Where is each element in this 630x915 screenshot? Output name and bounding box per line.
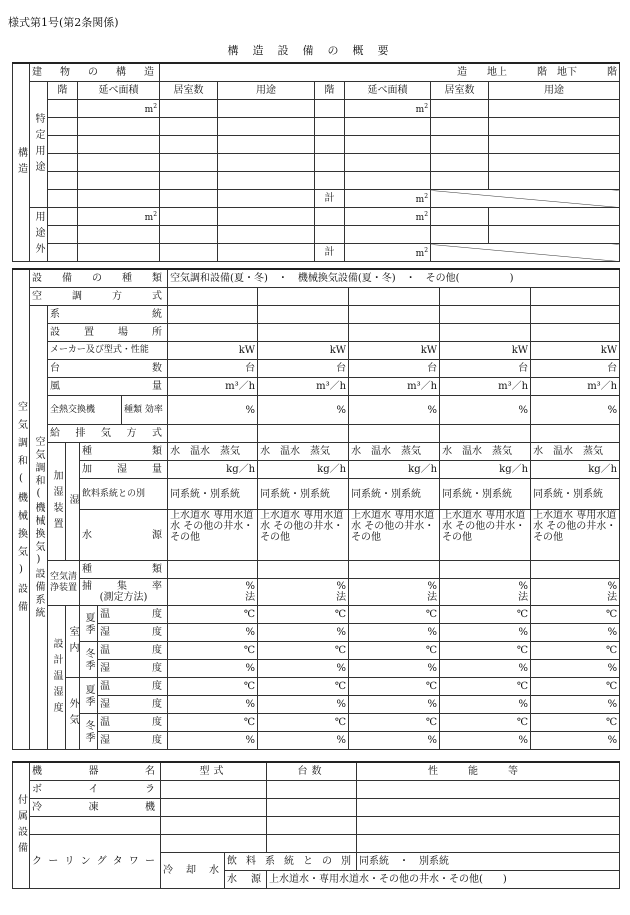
flow-label: 風量: [48, 378, 168, 396]
flow-unit: m³／h: [349, 378, 440, 396]
kw-unit: kW: [440, 342, 531, 360]
count-unit: 台: [258, 360, 349, 378]
humid-kind-value: 水 温水 蒸気: [258, 443, 349, 461]
humid-unit: %: [440, 696, 531, 714]
col-use: 用途: [218, 82, 315, 100]
humid-label: 湿度: [98, 696, 168, 714]
purifier-eff-cell: [80, 579, 168, 606]
humid-water-value: 上水道水 専用水道水 その他の井水・ その他: [440, 510, 531, 561]
temp-label: 温度: [98, 714, 168, 732]
humid-water-label: 水源: [80, 510, 168, 561]
count-label: 台数: [48, 360, 168, 378]
purifier-label: 空気清浄装置: [48, 561, 80, 606]
humid-drink-value: 同系統・別系統: [168, 479, 258, 510]
pct-method-cell: [168, 579, 258, 606]
pct-method-cell: [531, 579, 620, 606]
area-unit: m: [415, 213, 425, 223]
humid-drink-value: 同系統・別系統: [440, 479, 531, 510]
humid-unit: %: [531, 660, 620, 678]
temp-unit: ℃: [168, 606, 258, 624]
page-title: 構造設備の概要: [227, 44, 403, 57]
humid-unit: %: [349, 696, 440, 714]
pct-unit: %: [440, 396, 531, 425]
humid-unit: %: [349, 624, 440, 642]
pct-method-cell: [440, 579, 531, 606]
humid-unit: %: [531, 732, 620, 750]
temp-unit: ℃: [349, 642, 440, 660]
humid-drink-value: 同系統・別系統: [258, 479, 349, 510]
humid-water-value: 上水道水 専用水道水 その他の井水・ その他: [349, 510, 440, 561]
maker-label: メーカー及び型式・性能: [48, 342, 168, 360]
humidifier-sub-label: 湿: [66, 443, 80, 561]
pct-unit: %: [531, 396, 620, 425]
humid-unit: %: [168, 660, 258, 678]
hex-type-eff-label: [122, 396, 168, 425]
aux-col-performance: 性能等: [357, 762, 620, 781]
flow-unit: m³／h: [168, 378, 258, 396]
winter-label: 冬季: [80, 642, 98, 678]
equipment-type-value: 空気調和設備(夏・冬) ・ 機械換気設備(夏・冬) ・ その他( ): [168, 269, 620, 288]
system-label: 系統: [48, 306, 168, 324]
pct-unit: %: [168, 396, 258, 425]
pct-unit: %: [336, 581, 347, 592]
kgh-unit: kg／h: [440, 461, 531, 479]
humid-drink-value: 同系統・別系統: [531, 479, 620, 510]
humid-unit: %: [349, 732, 440, 750]
temp-unit: ℃: [349, 678, 440, 696]
count-unit: 台: [349, 360, 440, 378]
count-unit: 台: [440, 360, 531, 378]
humid-unit: %: [440, 732, 531, 750]
ac-method-label: 空調方式: [30, 288, 168, 306]
design-temp-humid-label: 設計温湿度: [48, 606, 66, 750]
humid-kind-value: 水 温水 蒸気: [440, 443, 531, 461]
winter-label: 冬季: [80, 714, 98, 750]
humid-unit: %: [349, 660, 440, 678]
structure-row: $m^2$ $m^2$: [13, 100, 620, 118]
kw-unit: kW: [258, 342, 349, 360]
cooling-water-label: 冷却水: [161, 853, 225, 889]
humid-label: 湿度: [98, 660, 168, 678]
area-unit: m: [144, 213, 154, 223]
temp-unit: ℃: [531, 606, 620, 624]
temp-unit: ℃: [168, 642, 258, 660]
purifier-kind-label: 種類: [80, 561, 168, 579]
method-unit: 法: [245, 592, 256, 603]
equipment-type-label: 設備の種類: [30, 269, 168, 288]
pct-method-cell: [258, 579, 349, 606]
specific-use-label: 特定用途: [30, 82, 48, 208]
hex-eff-label: 効率: [144, 404, 163, 415]
humid-unit: %: [531, 624, 620, 642]
col-floor: 階: [48, 82, 78, 100]
air-table: [12, 268, 620, 750]
humidifier-label: 加湿装置: [48, 443, 66, 561]
aux-section-label: 付属設備: [13, 762, 30, 889]
temp-unit: ℃: [258, 642, 349, 660]
temp-unit: ℃: [531, 642, 620, 660]
temp-unit: ℃: [349, 606, 440, 624]
method-unit: 法: [607, 592, 618, 603]
humid-water-value: 上水道水 専用水道水 その他の井水・ その他: [258, 510, 349, 561]
col-area: 延べ面積: [78, 82, 160, 100]
temp-label: 温度: [98, 606, 168, 624]
humid-unit: %: [440, 624, 531, 642]
pct-unit: %: [427, 581, 438, 592]
area-unit: m: [415, 195, 425, 205]
pct-unit: %: [245, 581, 256, 592]
flow-unit: m³／h: [531, 378, 620, 396]
col-area-2: 延べ面積: [345, 82, 431, 100]
col-use-2: 用途: [489, 82, 620, 100]
total-label-2: 計: [315, 244, 345, 262]
aux-col-count: 台数: [267, 762, 357, 781]
humid-unit: %: [258, 696, 349, 714]
humid-label: 湿度: [98, 624, 168, 642]
temp-unit: ℃: [531, 678, 620, 696]
kw-unit: kW: [168, 342, 258, 360]
col-floor-2: 階: [315, 82, 345, 100]
kgh-unit: kg／h: [531, 461, 620, 479]
summer-label: 夏季: [80, 678, 98, 714]
refrigerator-label: 冷凍機: [30, 799, 161, 817]
humid-kind-value: 水 温水 蒸気: [531, 443, 620, 461]
humid-unit: %: [258, 660, 349, 678]
summer-label: 夏季: [80, 606, 98, 642]
temp-unit: ℃: [258, 714, 349, 732]
air-section-label: 空気調和(機械換気)設備: [13, 269, 30, 750]
building-structure-label: 建物の構造: [30, 63, 160, 82]
area-unit: m: [415, 105, 425, 115]
location-label: 設置場所: [48, 324, 168, 342]
kgh-unit: kg／h: [168, 461, 258, 479]
flow-unit: m³／h: [258, 378, 349, 396]
area-unit: m: [415, 249, 425, 259]
humid-unit: %: [168, 732, 258, 750]
temp-unit: ℃: [440, 642, 531, 660]
boiler-label: ボイラ: [30, 781, 161, 799]
humid-kind-value: 水 温水 蒸気: [168, 443, 258, 461]
cw-water-label: 水源: [225, 871, 267, 889]
purifier-eff-method: (測定方法): [99, 592, 148, 603]
temp-unit: ℃: [258, 606, 349, 624]
kgh-unit: kg／h: [258, 461, 349, 479]
cw-drink-value: 同系統 ・ 別系統: [357, 853, 620, 871]
aux-table: [12, 761, 620, 889]
temp-unit: ℃: [168, 714, 258, 732]
cw-water-value: 上水道水・専用水道水・その他の井水・その他( ): [267, 871, 620, 889]
other-use-label: 用途外: [30, 208, 48, 262]
humid-drink-value: 同系統・別系統: [349, 479, 440, 510]
col-rooms-2: 居室数: [431, 82, 489, 100]
temp-unit: ℃: [349, 714, 440, 732]
humid-amount-label: 加湿量: [80, 461, 168, 479]
form-number: 様式第1号(第2条関係): [8, 16, 119, 29]
humid-unit: %: [258, 624, 349, 642]
humid-kind-label: 種類: [80, 443, 168, 461]
ac-system-label: 空気調和(機械換気)設備系統: [30, 306, 48, 750]
humid-unit: %: [440, 660, 531, 678]
indoor-label: 室内: [66, 606, 80, 678]
humid-water-value: 上水道水 専用水道水 その他の井水・ その他: [168, 510, 258, 561]
kw-unit: kW: [349, 342, 440, 360]
humid-unit: %: [168, 696, 258, 714]
temp-unit: ℃: [440, 606, 531, 624]
humid-unit: %: [531, 696, 620, 714]
aux-col-model: 型式: [161, 762, 267, 781]
total-label: 計: [315, 190, 345, 208]
temp-unit: ℃: [258, 678, 349, 696]
kgh-unit: kg／h: [349, 461, 440, 479]
structure-table: 構造 建物の構造 造 地上 階 地下 階 特定用途 階 延べ面積 居室数 用途 階 延べ面積 居室数 用途 $m^2$ $m^2$ 計 $m^2$ 用途外 $m^2$ $m^2$ 計 $m^2$: [12, 62, 620, 262]
pct-unit: %: [258, 396, 349, 425]
pct-unit: %: [518, 581, 529, 592]
method-unit: 法: [336, 592, 347, 603]
temp-unit: ℃: [440, 714, 531, 732]
flow-unit: m³／h: [440, 378, 531, 396]
temp-unit: ℃: [531, 714, 620, 732]
count-unit: 台: [531, 360, 620, 378]
heat-exchanger-label: 全熱交換機: [48, 396, 122, 425]
purifier-eff-label: 捕集率: [82, 581, 166, 592]
supply-method-label: 給排気方式: [48, 425, 168, 443]
count-unit: 台: [168, 360, 258, 378]
cw-drink-label: 飲料系統との別: [225, 853, 357, 871]
aux-col-name: 機器名: [30, 762, 161, 781]
humid-drink-label: 飲料系統との別: [80, 479, 168, 510]
pct-unit: %: [349, 396, 440, 425]
kw-unit: kW: [531, 342, 620, 360]
temp-unit: ℃: [440, 678, 531, 696]
temp-label: 温度: [98, 678, 168, 696]
humid-water-value: 上水道水 専用水道水 その他の井水・ その他: [531, 510, 620, 561]
temp-label: 温度: [98, 642, 168, 660]
method-unit: 法: [518, 592, 529, 603]
cooling-tower-label: クーリングタワー: [30, 835, 161, 889]
pct-method-cell: [349, 579, 440, 606]
humid-label: 湿度: [98, 732, 168, 750]
pct-unit: %: [607, 581, 618, 592]
area-unit: m: [144, 105, 154, 115]
outdoor-label: 外気: [66, 678, 80, 750]
humid-unit: %: [258, 732, 349, 750]
humid-unit: %: [168, 624, 258, 642]
building-structure-value: 造 地上 階 地下 階: [160, 63, 620, 82]
humid-kind-value: 水 温水 蒸気: [349, 443, 440, 461]
hex-type-label: 種類: [124, 404, 143, 415]
structure-section-label: 構造: [13, 63, 30, 262]
method-unit: 法: [427, 592, 438, 603]
temp-unit: ℃: [168, 678, 258, 696]
col-rooms: 居室数: [160, 82, 218, 100]
